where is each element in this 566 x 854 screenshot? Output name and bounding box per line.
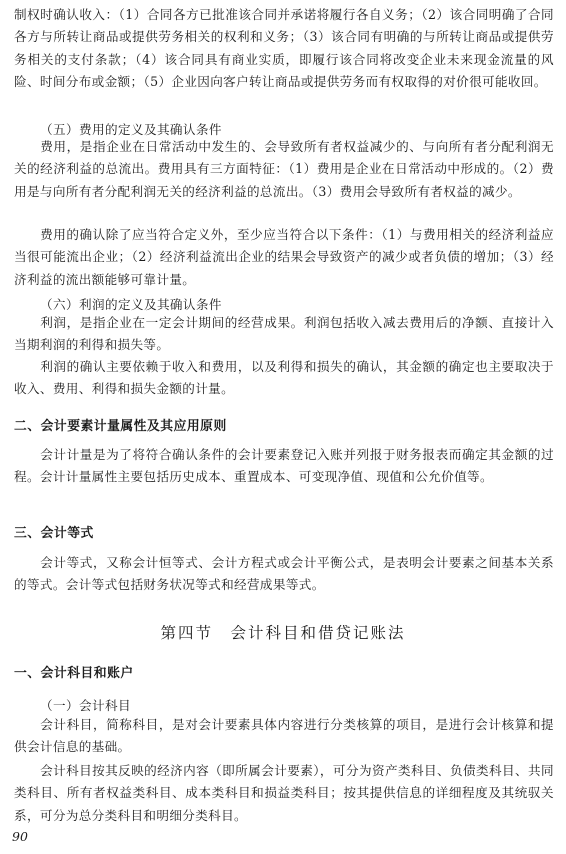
paragraph-measurement bbox=[14, 444, 554, 489]
paragraph-profit-definition bbox=[14, 312, 554, 357]
paragraph-accounting-subject-text: 会计科目，简称科目，是对会计要素具体内容进行分类核算的项目，是进行会计核算和提供会计信息的基础。 bbox=[14, 717, 554, 755]
paragraph-subject-classification-text: 会计科目按其反映的经济内容（即所属会计要素），可分为资产类科目、负债类科目、共同类科目、所有者权益类科目、成本类科目和损益类科目；按其提供信息的详细程度及其统驭关系，可分为总分类科目和明细分类科目。 bbox=[14, 763, 554, 823]
paragraph-accounting-equation-text: 会计等式，又称会计恒等式、会计方程式或会计平衡公式，是表明会计要素之间基本关系的等式。会计等式包括财务状况等式和经营成果等式。 bbox=[14, 555, 554, 593]
heading-accounting-subject: （一）会计科目 bbox=[40, 698, 131, 713]
paragraph-profit-recognition-text: 利润的确认主要依赖于收入和费用，以及利得和损失的确认，其金额的确定也主要取决于收入、费用、利得和损失金额的计量。 bbox=[14, 359, 554, 397]
heading-profit-definition: （六）利润的定义及其确认条件 bbox=[40, 297, 222, 312]
paragraph-expense-definition-text: 费用，是指企业在日常活动中发生的、会导致所有者权益减少的、与向所有者分配利润无关的经济利益的总流出。费用具有三方面特征：（1）费用是企业在日常活动中形成的。（2）费用是与向所有者分配利润无关的经济利益的总流出。（3）费用会导致所有者权益的减少。 bbox=[14, 139, 554, 199]
section-title: 第四节 会计科目和借贷记账法 bbox=[160, 624, 406, 642]
paragraph-accounting-subject bbox=[14, 714, 554, 759]
paragraph-expense-definition bbox=[14, 136, 554, 203]
page-number: 90 bbox=[12, 829, 28, 844]
paragraph-accounting-equation bbox=[14, 552, 554, 597]
heading-measurement-attributes: 二、会计要素计量属性及其应用原则 bbox=[14, 419, 227, 434]
paragraph-profit-recognition bbox=[14, 356, 554, 401]
heading-expense-definition: （五）费用的定义及其确认条件 bbox=[40, 122, 222, 137]
paragraph-revenue-conditions: 制权时确认收入：（1）合同各方已批准该合同并承诺将履行各自义务；（2）该合同明确了合同各方与所转让商品或提供劳务相关的权利和义务；（3）该合同有明确的与所转让商品或提供劳务相关的支付条款；（4）该合同具有商业实质，即履行该合同将改变企业未来现金流量的风险、时间分布或金额；（5）企业因向客户转让商品或提供劳务而有权取得的对价很可能收回。 bbox=[14, 7, 554, 90]
paragraph-measurement-text: 会计计量是为了将符合确认条件的会计要素登记入账并列报于财务报表而确定其金额的过程。会计计量属性主要包括历史成本、重置成本、可变现净值、现值和公允价值等。 bbox=[14, 447, 554, 485]
paragraph-expense-recognition-text: 费用的确认除了应当符合定义外，至少应当符合以下条件：（1）与费用相关的经济利益应当很可能流出企业；（2）经济利益流出企业的结果会导致资产的减少或者负债的增加；（3）经济利益的流出额能够可靠计量。 bbox=[14, 227, 554, 287]
heading-accounting-equation: 三、会计等式 bbox=[14, 526, 94, 541]
heading-accounts: 一、会计科目和账户 bbox=[14, 666, 134, 681]
paragraph-profit-definition-text: 利润，是指企业在一定会计期间的经营成果。利润包括收入减去费用后的净额、直接计入当期利润的利得和损失等。 bbox=[14, 315, 554, 353]
paragraph-expense-recognition bbox=[14, 224, 554, 291]
paragraph-subject-classification bbox=[14, 760, 554, 827]
